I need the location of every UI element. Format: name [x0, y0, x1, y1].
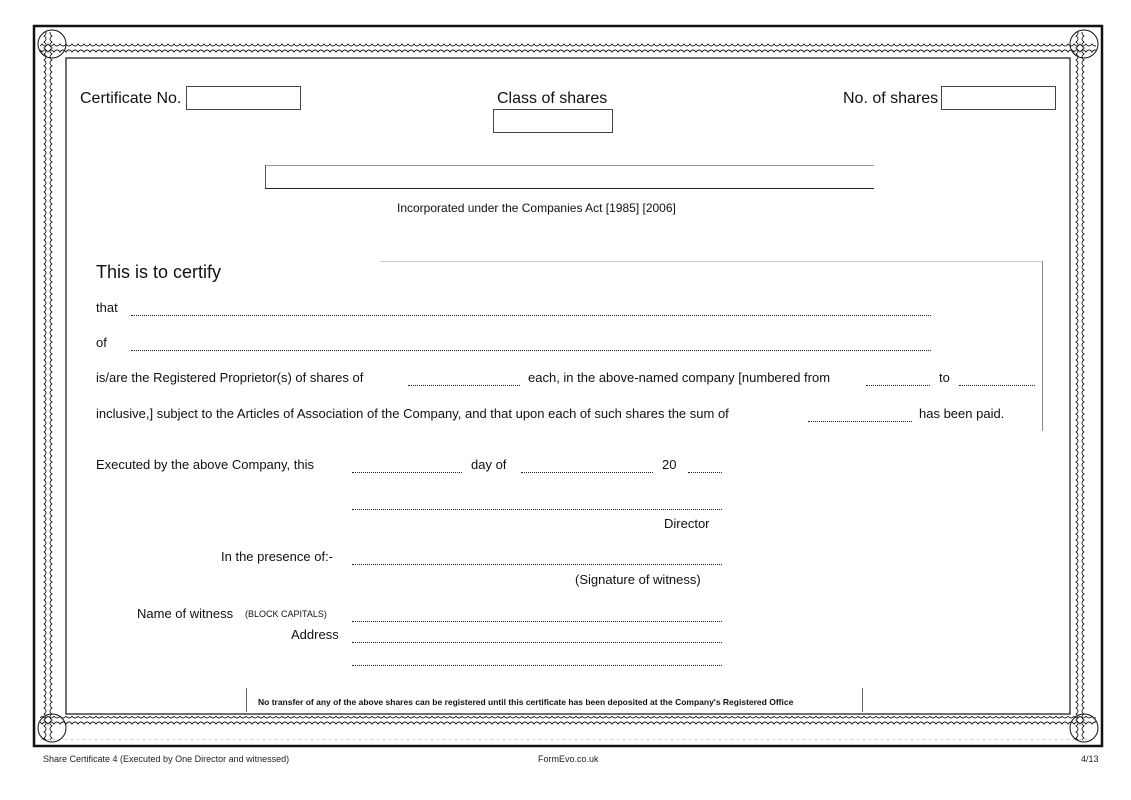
- that-field[interactable]: [131, 315, 931, 316]
- numbered-from-field[interactable]: [866, 385, 930, 386]
- certify-heading: This is to certify: [96, 262, 222, 282]
- witness-address-line-2[interactable]: [352, 665, 722, 666]
- signature-witness-label: (Signature of witness): [575, 572, 701, 587]
- year-prefix-label: 20: [662, 457, 677, 472]
- to-label: to: [939, 370, 950, 385]
- director-label: Director: [664, 516, 710, 531]
- numbered-from-text: each, in the above-named company [numbered from: [528, 370, 831, 385]
- transfer-notice: No transfer of any of the above shares can be registered until this certificate has been deposited at the Company's Registered Office: [258, 697, 794, 707]
- day-field[interactable]: [352, 472, 462, 473]
- of-field[interactable]: [131, 350, 931, 351]
- day-of-label: day of: [471, 457, 507, 472]
- name-witness-label: Name of witness: [137, 606, 234, 621]
- company-name-field[interactable]: [266, 166, 873, 187]
- certificate-no-label: Certificate No.: [80, 90, 182, 107]
- address-label: Address: [291, 627, 339, 642]
- month-field[interactable]: [521, 472, 653, 473]
- class-of-shares-field[interactable]: [493, 109, 613, 133]
- incorporated-text: Incorporated under the Companies Act [1985] [2006]: [397, 201, 676, 215]
- sum-paid-field[interactable]: [808, 421, 912, 422]
- footer-page-number: 4/13: [1081, 754, 1099, 764]
- certificate-no-field[interactable]: [186, 86, 301, 110]
- footer-site[interactable]: FormEvo.co.uk: [538, 754, 599, 764]
- articles-text: inclusive,] subject to the Articles of Association of the Company, and that upon each of such shares the sum of: [96, 406, 729, 421]
- no-of-shares-label: No. of shares: [843, 90, 939, 107]
- presence-label: In the presence of:-: [221, 549, 334, 564]
- share-value-field[interactable]: [408, 385, 520, 386]
- class-of-shares-label: Class of shares: [497, 90, 608, 107]
- numbered-to-field[interactable]: [959, 385, 1035, 386]
- year-field[interactable]: [688, 472, 722, 473]
- of-label: of: [96, 335, 107, 350]
- witness-name-field[interactable]: [352, 621, 722, 622]
- no-of-shares-field[interactable]: [941, 86, 1056, 110]
- witness-signature-field[interactable]: [352, 564, 722, 565]
- executed-label: Executed by the above Company, this: [96, 457, 314, 472]
- director-signature-field[interactable]: [352, 509, 722, 510]
- witness-address-line-1[interactable]: [352, 642, 722, 643]
- proprietor-text: is/are the Registered Proprietor(s) of shares of: [96, 370, 364, 385]
- has-been-paid-text: has been paid.: [919, 406, 1005, 421]
- block-capitals-label: (BLOCK CAPITALS): [245, 609, 327, 619]
- that-label: that: [96, 300, 118, 315]
- footer-form-title: Share Certificate 4 (Executed by One Director and witnessed): [43, 754, 290, 764]
